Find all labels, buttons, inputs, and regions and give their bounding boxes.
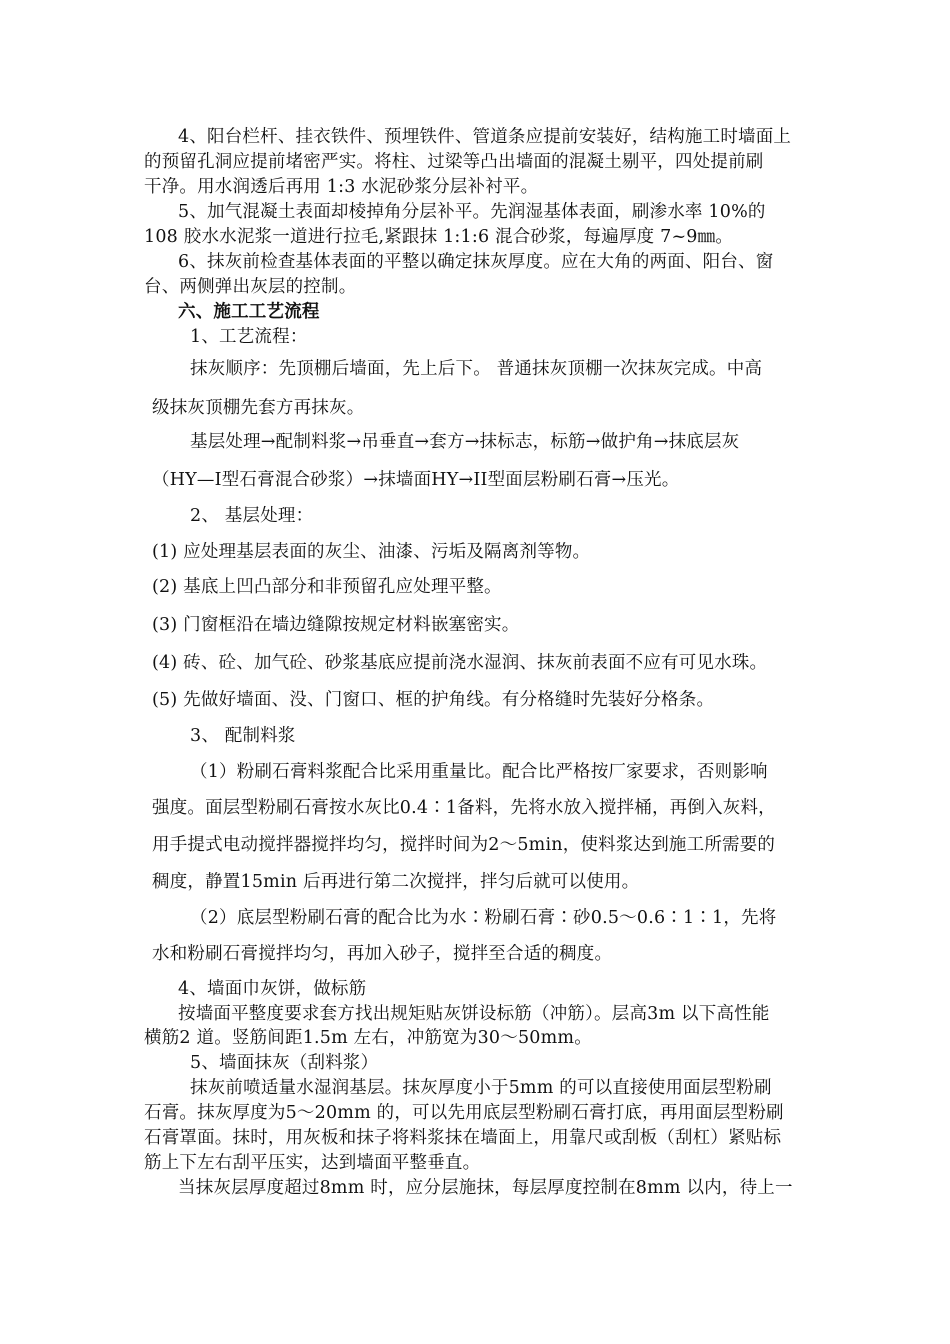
paragraph-6-line-1: 6、抹灰前检查基体表面的平整以确定抹灰厚度。应在大角的两面、阳台、窗 [178, 252, 774, 272]
wall-cake-line-2: 横筋2 道。竖筋间距1.5m 左右，冲筋宽为30～50mm。 [144, 1028, 592, 1048]
plastering-line-4: 筋上下左右刮平压实，达到墙面平整垂直。 [144, 1153, 481, 1173]
base-item-2: (2) 基底上凹凸部分和非预留孔应处理平整。 [152, 577, 502, 597]
base-item-4: (4) 砖、砼、加气砼、砂浆基底应提前浇水湿润、抹灰前表面不应有可见水珠。 [152, 653, 768, 673]
process-order-line-2: 级抹灰顶棚先套方再抹灰。 [152, 398, 365, 418]
mixing-2-line-1: （2）底层型粉刷石膏的配合比为水∶粉刷石膏∶砂0.5～0.6∶1∶1，先将 [190, 908, 777, 928]
section-heading: 六、施工工艺流程 [178, 302, 320, 322]
paragraph-6-line-2: 台、两侧弹出灰层的控制。 [144, 277, 357, 297]
paragraph-5-line-1: 5、加气混凝土表面却棱掉角分层补平。先润湿基体表面，刷渗水率 10%的 [178, 202, 766, 222]
plastering-line-2: 石膏。抹灰厚度为5～20mm 的，可以先用底层型粉刷石膏打底，再用面层型粉刷 [144, 1103, 784, 1123]
subheading-base-treatment: 2、 基层处理： [190, 506, 314, 526]
base-item-1: (1) 应处理基层表面的灰尘、油漆、污垢及隔离剂等物。 [152, 542, 591, 562]
mixing-1-line-1: （1）粉刷石膏料浆配合比采用重量比。配合比严格按厂家要求，否则影响 [190, 762, 768, 782]
subheading-wall-cake: 4、墙面巾灰饼，做标筋 [178, 979, 367, 999]
wall-cake-line-1: 按墙面平整度要求套方找出规矩贴灰饼设标筋（冲筋）。层高3m 以下高性能 [178, 1004, 770, 1024]
paragraph-4-line-2: 的预留孔洞应提前堵密严实。将柱、过梁等凸出墙面的混凝土剔平，四处提前刷 [144, 152, 764, 172]
paragraph-4-line-1: 4、阳台栏杆、挂衣铁件、预埋铁件、管道条应提前安装好，结构施工时墙面上 [178, 127, 792, 147]
process-flow-line-1: 基层处理→配制料浆→吊垂直→套方→抹标志，标筋→做护角→抹底层灰 [190, 432, 740, 452]
subheading-mixing: 3、 配制料浆 [190, 726, 296, 746]
mixing-2-line-2: 水和粉刷石膏搅拌均匀，再加入砂子，搅拌至合适的稠度。 [152, 944, 613, 964]
paragraph-4-line-3: 干净。用水润透后再用 1:3 水泥砂浆分层补衬平。 [144, 177, 539, 197]
base-item-5: (5) 先做好墙面、没、门窗口、框的护角线。有分格缝时先装好分格条。 [152, 690, 715, 710]
mixing-1-line-4: 稠度，静置15min 后再进行第二次搅拌，拌匀后就可以使用。 [152, 872, 640, 892]
plastering-line-5: 当抹灰层厚度超过8mm 时，应分层施抹，每层厚度控制在8mm 以内，待上一 [178, 1178, 793, 1198]
subheading-process: 1、工艺流程： [190, 327, 308, 347]
mixing-1-line-2: 强度。面层型粉刷石膏按水灰比0.4∶1备料，先将水放入搅拌桶，再倒入灰料， [152, 798, 776, 818]
process-flow-line-2: （HY—I型石膏混合砂浆）→抹墙面HY→II型面层粉刷石膏→压光。 [152, 470, 680, 490]
base-item-3: (3) 门窗框沿在墙边缝隙按规定材料嵌塞密实。 [152, 615, 520, 635]
process-order-line-1: 抹灰顺序：先顶棚后墙面，先上后下。 普通抹灰顶棚一次抹灰完成。中高 [190, 359, 763, 379]
subheading-wall-plastering: 5、墙面抹灰（刮料浆） [190, 1053, 379, 1073]
plastering-line-3: 石膏罩面。抹时，用灰板和抹子将料浆抹在墙面上，用靠尺或刮板（刮杠）紧贴标 [144, 1128, 782, 1148]
paragraph-5-line-2: 108 胶水水泥浆一道进行拉毛,紧跟抹 1:1:6 混合砂浆，每遍厚度 7~9㎜。 [144, 227, 734, 247]
mixing-1-line-3: 用手提式电动搅拌器搅拌均匀，搅拌时间为2～5min，使料浆达到施工所需要的 [152, 835, 776, 855]
plastering-line-1: 抹灰前喷适量水湿润基层。抹灰厚度小于5mm 的可以直接使用面层型粉刷 [190, 1078, 772, 1098]
